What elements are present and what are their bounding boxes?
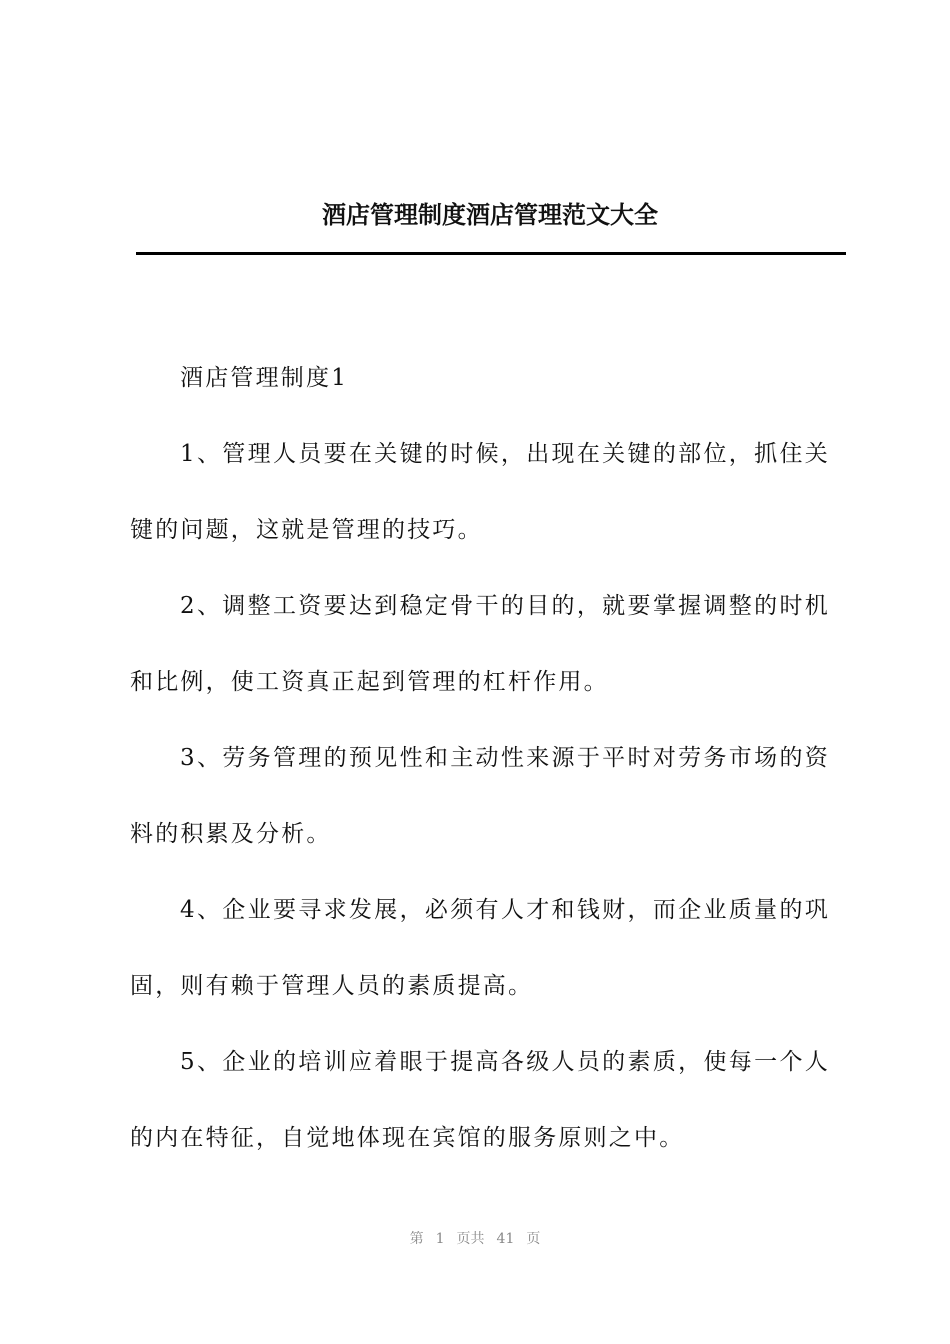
section-heading: 酒店管理制度1	[180, 365, 349, 391]
paragraph-5: 5、企业的培训应着眼于提高各级人员的素质，使每一个人的内在特征，自觉地体现在宾馆的服务原则之中。	[130, 1049, 830, 1151]
paragraph-1: 1、管理人员要在关键的时候，出现在关键的部位，抓住关键的问题，这就是管理的技巧。	[130, 441, 830, 543]
document-body	[130, 340, 830, 1176]
footer-total-pages: 41	[496, 1231, 515, 1247]
paragraph-2: 2、调整工资要达到稳定骨干的目的，就要掌握调整的时机和比例，使工资真正起到管理的杠杆作用。	[130, 593, 830, 695]
document-title: 酒店管理制度酒店管理范文大全	[322, 200, 658, 229]
footer-page-prefix: 第	[409, 1231, 424, 1247]
footer-current-page: 1	[435, 1231, 445, 1247]
paragraph-4: 4、企业要寻求发展，必须有人才和钱财，而企业质量的巩固，则有赖于管理人员的素质提高。	[130, 897, 830, 999]
paragraph-3: 3、劳务管理的预见性和主动性来源于平时对劳务市场的资料的积累及分析。	[130, 745, 830, 847]
footer-page-mid: 页共	[456, 1231, 485, 1247]
title-divider	[136, 252, 846, 255]
footer-page-suffix: 页	[526, 1231, 541, 1247]
page-footer	[0, 1228, 950, 1248]
